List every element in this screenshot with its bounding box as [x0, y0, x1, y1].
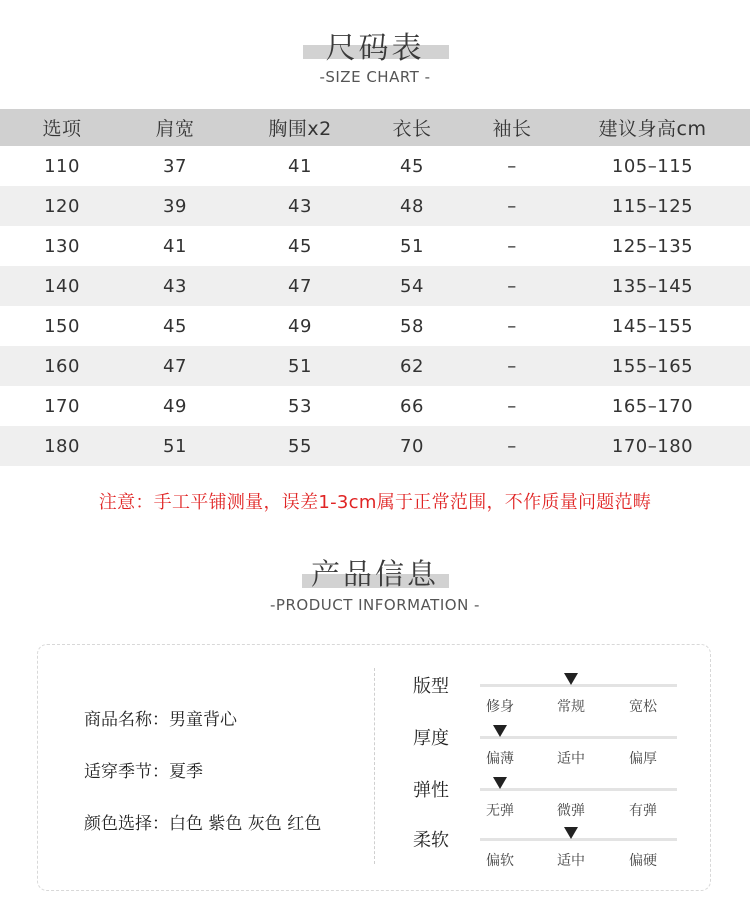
attribute-scale-line	[480, 788, 677, 791]
cell-shoulder: 37	[163, 155, 187, 177]
attribute-option: 偏软	[486, 853, 514, 869]
cell-chest: 49	[288, 315, 312, 337]
cell-sleeve: –	[507, 435, 517, 457]
cell-chest: 51	[288, 355, 312, 377]
attribute-label: 版型	[413, 676, 449, 697]
attribute-option: 有弹	[629, 803, 657, 819]
cell-chest: 45	[288, 235, 312, 257]
cell-sleeve: –	[507, 395, 517, 417]
cell-option: 110	[44, 155, 80, 177]
cell-chest: 55	[288, 435, 312, 457]
cell-sleeve: –	[507, 315, 517, 337]
cell-option: 120	[44, 195, 80, 217]
cell-sleeve: –	[507, 275, 517, 297]
color-value: 白色 紫色 灰色 红色	[169, 814, 322, 834]
attribute-option: 偏薄	[486, 751, 514, 767]
cell-sleeve: –	[507, 355, 517, 377]
cell-height: 125–135	[611, 235, 694, 257]
attribute-scale-line	[480, 838, 677, 841]
attribute-option: 无弹	[486, 803, 514, 819]
header-cell-length: 衣长	[392, 118, 432, 140]
selected-indicator-icon	[493, 725, 507, 737]
cell-length: 45	[400, 155, 424, 177]
product-name-line	[84, 705, 237, 730]
table-row	[0, 146, 750, 186]
cell-height: 135–145	[611, 275, 694, 297]
attribute-option: 修身	[486, 699, 514, 715]
cell-height: 170–180	[611, 435, 694, 457]
color-line	[84, 809, 321, 834]
cell-shoulder: 49	[163, 395, 187, 417]
cell-shoulder: 51	[163, 435, 187, 457]
attribute-option: 适中	[557, 853, 585, 869]
header-cell-shoulder: 肩宽	[155, 118, 195, 140]
cell-option: 170	[44, 395, 80, 417]
size-table	[0, 109, 750, 466]
product-info-title: 产品信息	[310, 557, 439, 591]
cell-option: 160	[44, 355, 80, 377]
cell-shoulder: 39	[163, 195, 187, 217]
table-row	[0, 186, 750, 226]
product-name-label: 商品名称：	[84, 710, 169, 730]
table-row	[0, 226, 750, 266]
cell-height: 165–170	[611, 395, 694, 417]
cell-chest: 53	[288, 395, 312, 417]
attribute-scale-line	[480, 736, 677, 739]
cell-option: 180	[44, 435, 80, 457]
cell-shoulder: 45	[163, 315, 187, 337]
table-row	[0, 266, 750, 306]
season-value: 夏季	[169, 762, 203, 782]
cell-shoulder: 43	[163, 275, 187, 297]
cell-sleeve: –	[507, 235, 517, 257]
cell-chest: 41	[288, 155, 312, 177]
size-chart-title: 尺码表	[325, 31, 425, 66]
selected-indicator-icon	[564, 827, 578, 839]
attribute-option: 常规	[557, 699, 585, 715]
header-cell-height: 建议身高cm	[598, 118, 707, 140]
attribute-option: 微弹	[557, 803, 585, 819]
selected-indicator-icon	[564, 673, 578, 685]
cell-length: 70	[400, 435, 424, 457]
table-row	[0, 346, 750, 386]
table-row	[0, 306, 750, 346]
cell-sleeve: –	[507, 155, 517, 177]
size-table-header	[0, 109, 750, 146]
cell-height: 155–165	[611, 355, 694, 377]
attribute-scale-line	[480, 684, 677, 687]
cell-shoulder: 47	[163, 355, 187, 377]
attribute-label: 弹性	[413, 780, 449, 801]
cell-chest: 47	[288, 275, 312, 297]
product-name-value: 男童背心	[169, 710, 237, 730]
cell-shoulder: 41	[163, 235, 187, 257]
product-info-subtitle: -PRODUCT INFORMATION -	[270, 596, 480, 614]
table-row	[0, 426, 750, 466]
cell-length: 62	[400, 355, 424, 377]
season-label: 适穿季节：	[84, 762, 169, 782]
cell-length: 48	[400, 195, 424, 217]
attribute-option: 宽松	[629, 699, 657, 715]
season-line	[84, 757, 203, 782]
cell-height: 115–125	[611, 195, 694, 217]
cell-option: 150	[44, 315, 80, 337]
measurement-notice: 注意：手工平铺测量，误差1-3cm属于正常范围，不作质量问题范畴	[98, 492, 652, 513]
attribute-option: 偏厚	[629, 751, 657, 767]
header-cell-option: 选项	[42, 118, 82, 140]
cell-chest: 43	[288, 195, 312, 217]
size-chart-subtitle: -SIZE CHART -	[319, 68, 431, 86]
size-table-body	[0, 146, 750, 466]
selected-indicator-icon	[493, 777, 507, 789]
card-divider	[374, 668, 375, 864]
header-cell-chest: 胸围x2	[268, 118, 332, 140]
cell-length: 54	[400, 275, 424, 297]
attribute-option: 偏硬	[629, 853, 657, 869]
attribute-label: 厚度	[413, 728, 449, 749]
header-cell-sleeve: 袖长	[492, 118, 532, 140]
color-label: 颜色选择：	[84, 814, 169, 834]
cell-length: 51	[400, 235, 424, 257]
cell-option: 140	[44, 275, 80, 297]
cell-height: 105–115	[611, 155, 694, 177]
cell-height: 145–155	[611, 315, 694, 337]
cell-length: 66	[400, 395, 424, 417]
attribute-label: 柔软	[413, 830, 449, 851]
cell-option: 130	[44, 235, 80, 257]
cell-length: 58	[400, 315, 424, 337]
cell-sleeve: –	[507, 195, 517, 217]
attribute-option: 适中	[557, 751, 585, 767]
table-row	[0, 386, 750, 426]
